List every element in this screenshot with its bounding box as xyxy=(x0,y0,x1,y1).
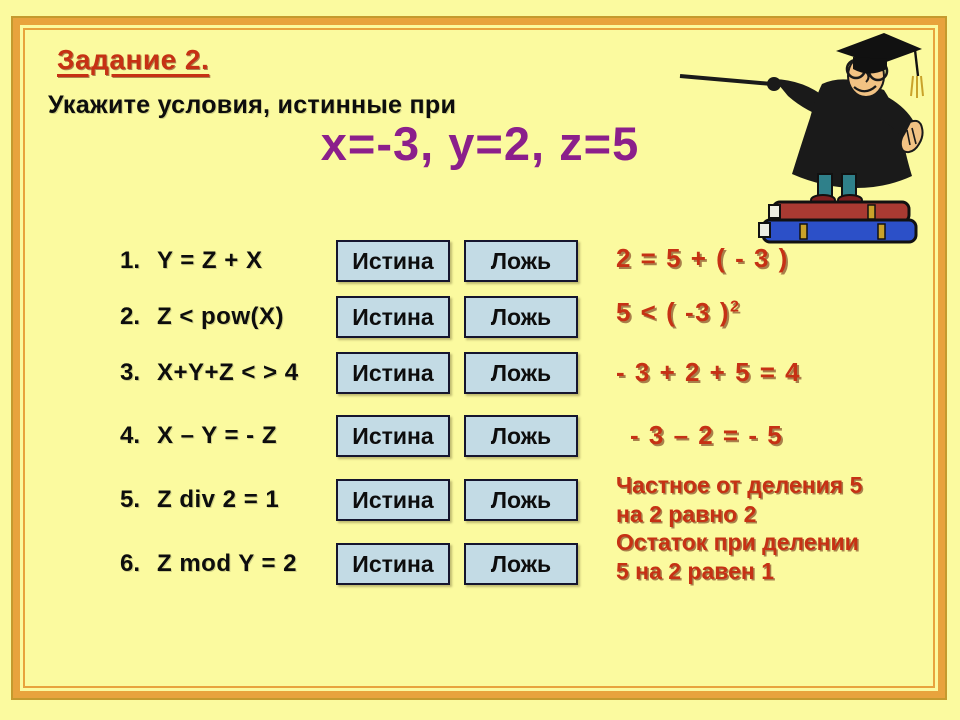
condition-row-1 xyxy=(0,240,960,282)
true-button-row-6[interactable]: Истина xyxy=(336,543,450,585)
note-line: Частное от деления 5 xyxy=(616,472,863,498)
condition-row-3 xyxy=(0,352,960,394)
true-button-row-4[interactable]: Истина xyxy=(336,415,450,457)
condition-number: 5. xyxy=(120,486,141,513)
condition-expression: Z div 2 = 1 xyxy=(157,486,280,513)
answer-row-4: - 3 – 2 = - 5 xyxy=(630,420,784,450)
note-line: 5 на 2 равен 1 xyxy=(616,557,774,584)
false-button-row-4[interactable]: Ложь xyxy=(464,415,578,457)
condition-number: 4. xyxy=(120,422,141,449)
task-instruction: Укажите условия, истинные при xyxy=(48,91,457,119)
condition-number: 3. xyxy=(120,359,141,386)
given-values: x=-3, y=2, z=5 xyxy=(320,117,640,170)
page-title: Задание 2. xyxy=(57,44,210,75)
pointer-stick-icon xyxy=(680,76,772,84)
false-button-row-2[interactable]: Ложь xyxy=(464,296,578,338)
condition-expression: Y = Z + X xyxy=(157,247,263,274)
condition-number: 6. xyxy=(120,550,141,577)
answer-row-1: 2 = 5 + ( - 3 ) xyxy=(616,243,789,273)
graduate-clipart-image xyxy=(672,24,934,244)
true-button-row-2[interactable]: Истина xyxy=(336,296,450,338)
answer-row-3: - 3 + 2 + 5 = 4 xyxy=(616,357,802,387)
condition-expression: Z < pow(X) xyxy=(157,303,284,330)
true-button-row-5[interactable]: Истина xyxy=(336,479,450,521)
note-line: на 2 равно 2 xyxy=(616,500,757,527)
condition-number: 2. xyxy=(120,303,141,330)
condition-row-2 xyxy=(0,296,960,338)
false-button-row-3[interactable]: Ложь xyxy=(464,352,578,394)
condition-number: 1. xyxy=(120,247,141,274)
false-button-row-6[interactable]: Ложь xyxy=(464,543,578,585)
false-button-row-5[interactable]: Ложь xyxy=(464,479,578,521)
answer-row-2 xyxy=(616,297,740,328)
division-notes xyxy=(616,471,862,585)
condition-expression: X – Y = - Z xyxy=(157,422,278,449)
false-button-row-1[interactable]: Ложь xyxy=(464,240,578,282)
true-button-row-1[interactable]: Истина xyxy=(336,240,450,282)
true-button-row-3[interactable]: Истина xyxy=(336,352,450,394)
answer-row-2-base: 5 < ( -3 ) xyxy=(616,297,730,327)
note-line: Остаток при делении xyxy=(616,529,859,555)
blue-book-icon xyxy=(759,220,916,242)
answer-row-2-exponent: 2 xyxy=(729,297,741,316)
condition-expression: Z mod Y = 2 xyxy=(157,550,297,577)
condition-expression: X+Y+Z < > 4 xyxy=(157,359,299,386)
condition-row-4 xyxy=(0,415,960,457)
